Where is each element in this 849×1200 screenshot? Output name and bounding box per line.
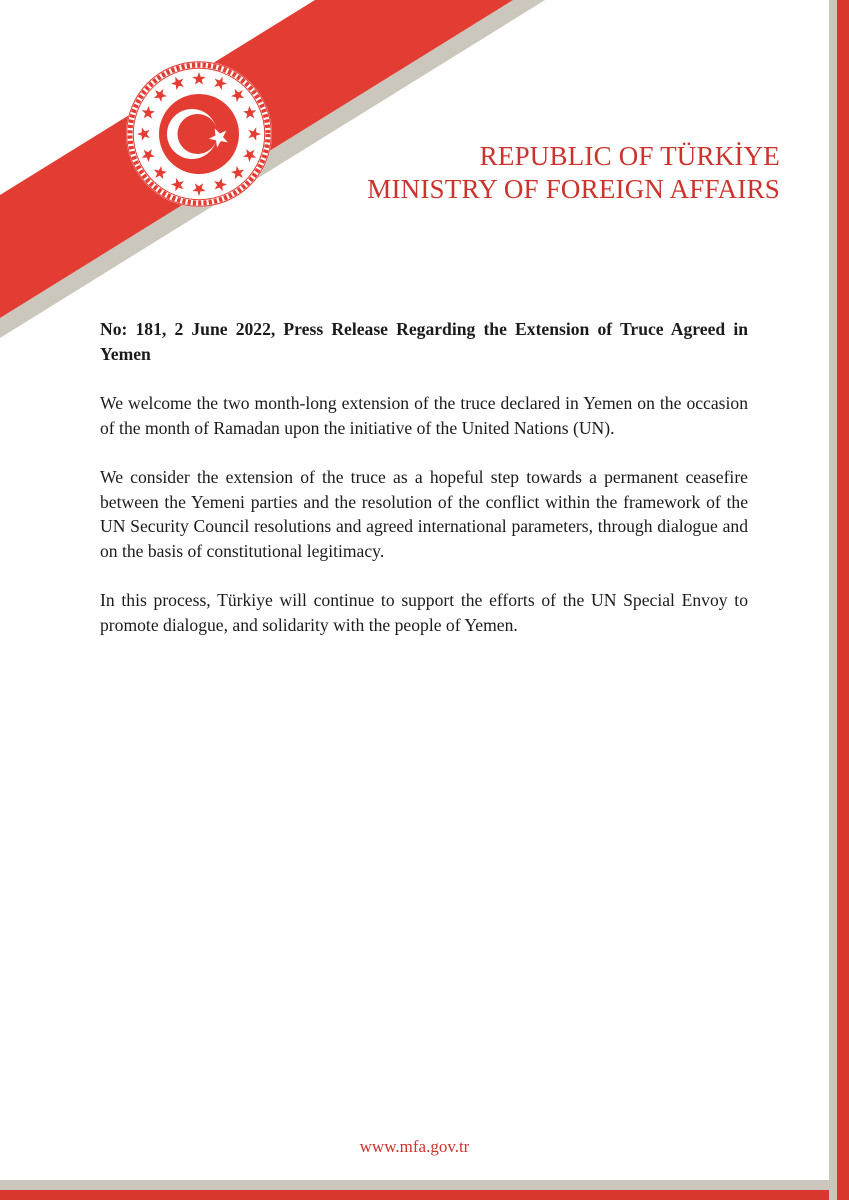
org-title-line1: REPUBLIC OF TÜRKİYE bbox=[479, 141, 780, 171]
ministry-letterhead-title bbox=[367, 140, 780, 206]
footer-gray-bar bbox=[0, 1180, 849, 1190]
right-edge-red-bar bbox=[837, 0, 849, 1200]
org-title-line2: MINISTRY OF FOREIGN AFFAIRS bbox=[367, 174, 780, 204]
footer-red-bar bbox=[0, 1190, 849, 1200]
press-release-heading: No: 181, 2 June 2022, Press Release Regarding the Extension of Truce Agreed in Yemen bbox=[100, 319, 748, 364]
ministry-emblem bbox=[126, 61, 272, 207]
press-release-paragraph: We consider the extension of the truce as a hopeful step towards a permanent ceasefire between the Yemeni parties and the resolution of the conflict within the framework of the UN Security Council resolutions and agreed international parameters, through dialogue and on the basis of constitutional legitimacy. bbox=[100, 467, 748, 561]
crescent-star-icon bbox=[159, 94, 239, 174]
footer-website-link[interactable]: www.mfa.gov.tr bbox=[359, 1137, 470, 1156]
press-release-paragraph: In this process, Türkiye will continue to support the efforts of the UN Special Envoy to promote dialogue, and solidarity with the people of Yemen. bbox=[100, 590, 748, 635]
right-edge-gray-bar bbox=[829, 0, 837, 1200]
press-release-paragraph: We welcome the two month-long extension of the truce declared in Yemen on the occasion of the month of Ramadan upon the initiative of the United Nations (UN). bbox=[100, 393, 748, 438]
press-release-body bbox=[100, 317, 748, 662]
